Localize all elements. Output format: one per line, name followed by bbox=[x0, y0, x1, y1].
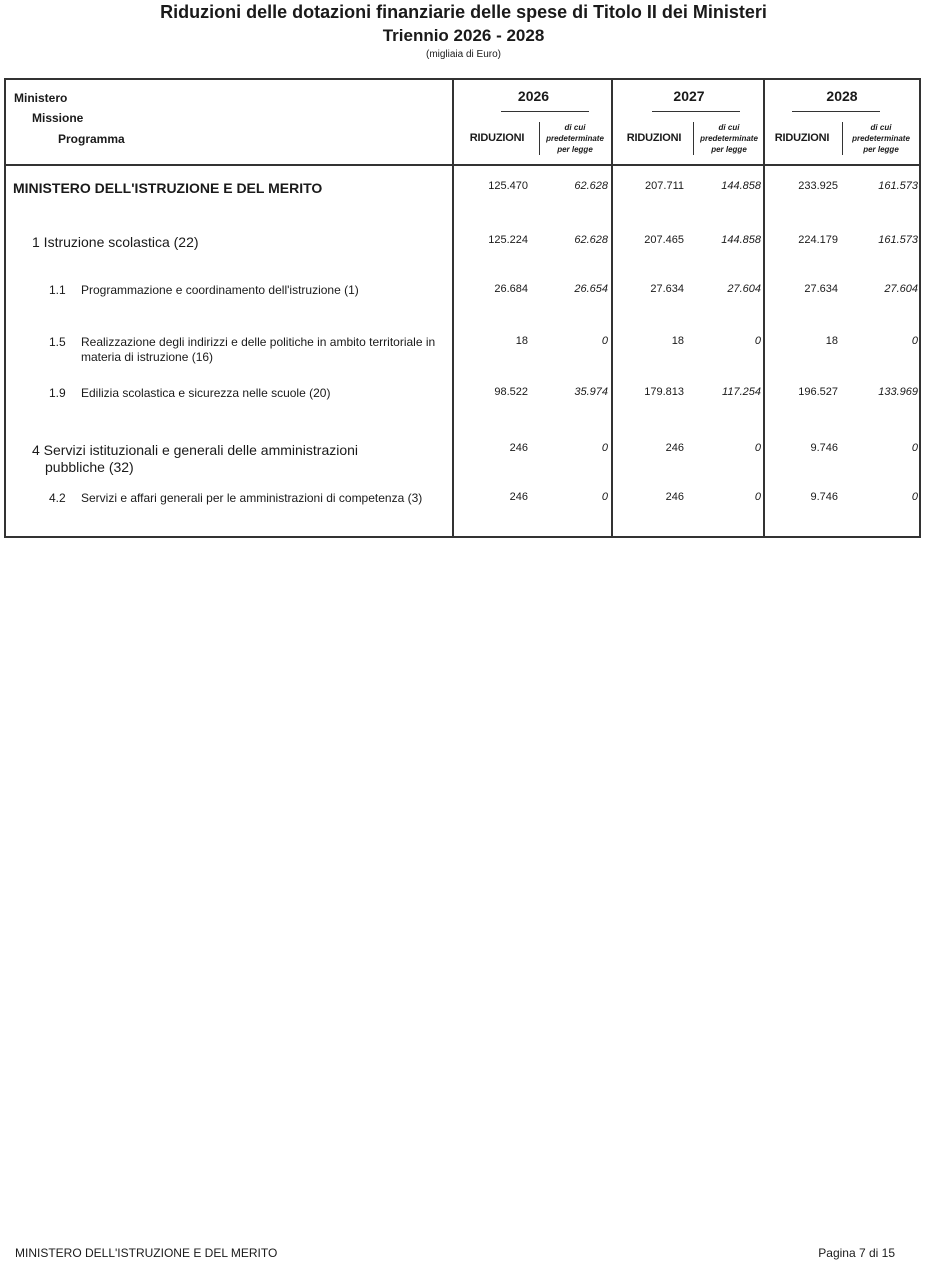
value-predeterminate-2028: 133.969 bbox=[878, 386, 918, 398]
header-missione: Missione bbox=[32, 111, 84, 125]
unit-note: (migliaia di Euro) bbox=[425, 49, 502, 60]
year-2027: 2027 bbox=[673, 88, 705, 104]
value-riduzioni-2026: 246 bbox=[509, 442, 528, 454]
header-riduzioni: RIDUZIONI bbox=[626, 132, 682, 144]
di-cui-line: per legge bbox=[863, 145, 899, 154]
value-predeterminate-2027: 0 bbox=[754, 335, 761, 347]
value-predeterminate-2027: 144.858 bbox=[721, 234, 761, 246]
col-divider bbox=[611, 80, 613, 536]
value-predeterminate-2027: 144.858 bbox=[721, 180, 761, 192]
value-predeterminate-2026: 62.628 bbox=[574, 234, 608, 246]
header-programma: Programma bbox=[58, 132, 125, 146]
missione-label: 4 Servizi istituzionali e generali delle amministrazioni pubbliche (32) bbox=[32, 442, 359, 475]
value-riduzioni-2027: 207.711 bbox=[645, 180, 684, 192]
page-subtitle: Triennio 2026 - 2028 bbox=[382, 26, 545, 45]
col-divider bbox=[452, 80, 454, 536]
programma-text: Servizi e affari generali per le amministrazioni di competenza (3) bbox=[81, 491, 423, 505]
value-riduzioni-2027: 179.813 bbox=[644, 386, 684, 398]
value-riduzioni-2027: 246 bbox=[665, 491, 684, 503]
programma-text: Realizzazione degli indirizzi e delle politiche in ambito territoriale in materia di istruzione (16) bbox=[81, 335, 436, 364]
value-predeterminate-2028: 0 bbox=[911, 335, 918, 347]
value-predeterminate-2028: 0 bbox=[911, 442, 918, 454]
programma-text: Programmazione e coordinamento dell'istruzione (1) bbox=[81, 283, 359, 297]
value-predeterminate-2026: 35.974 bbox=[574, 386, 608, 398]
value-predeterminate-2027: 27.604 bbox=[727, 283, 761, 295]
value-predeterminate-2028: 161.573 bbox=[878, 234, 918, 246]
di-cui-line: di cui bbox=[870, 123, 892, 132]
di-cui-line: di cui bbox=[564, 123, 586, 132]
value-riduzioni-2028: 18 bbox=[825, 335, 838, 347]
value-riduzioni-2028: 233.925 bbox=[798, 180, 838, 192]
di-cui-line: predeterminate bbox=[700, 134, 758, 143]
col-divider bbox=[763, 80, 765, 536]
di-cui-line: di cui bbox=[718, 123, 740, 132]
di-cui-line: per legge bbox=[557, 145, 593, 154]
value-predeterminate-2026: 0 bbox=[601, 491, 608, 503]
value-predeterminate-2028: 0 bbox=[911, 491, 918, 503]
programma-code: 1.9 bbox=[49, 386, 66, 400]
value-riduzioni-2028: 9.746 bbox=[810, 491, 838, 503]
value-riduzioni-2027: 27.634 bbox=[650, 283, 684, 295]
di-cui-line: predeterminate bbox=[546, 134, 604, 143]
missione-label: 1 Istruzione scolastica (22) bbox=[32, 234, 199, 250]
ministero-label: MINISTERO DELL'ISTRUZIONE E DEL MERITO bbox=[13, 180, 323, 196]
header-riduzioni: RIDUZIONI bbox=[469, 132, 525, 144]
value-riduzioni-2027: 246 bbox=[665, 442, 684, 454]
value-predeterminate-2027: 0 bbox=[754, 442, 761, 454]
value-riduzioni-2026: 18 bbox=[515, 335, 528, 347]
year-2026: 2026 bbox=[517, 88, 550, 104]
di-cui-line: per legge bbox=[711, 145, 747, 154]
year-rule bbox=[501, 111, 589, 112]
reductions-table bbox=[4, 78, 921, 538]
di-cui-line: predeterminate bbox=[852, 134, 910, 143]
header-di-cui bbox=[539, 122, 607, 155]
header-di-cui bbox=[693, 122, 761, 155]
header-ministero: Ministero bbox=[14, 91, 68, 105]
value-predeterminate-2027: 117.254 bbox=[722, 386, 761, 398]
page-title: Riduzioni delle dotazioni finanziarie delle spese di Titolo II dei Ministeri bbox=[160, 2, 767, 22]
value-predeterminate-2026: 26.654 bbox=[574, 283, 608, 295]
footer-page-number: Pagina 7 di 15 bbox=[818, 1246, 895, 1260]
value-predeterminate-2026: 0 bbox=[601, 442, 608, 454]
value-predeterminate-2026: 0 bbox=[601, 335, 608, 347]
value-riduzioni-2026: 125.470 bbox=[488, 180, 528, 192]
value-predeterminate-2026: 62.628 bbox=[574, 180, 608, 192]
programma-code: 1.5 bbox=[49, 335, 66, 349]
programma-code: 1.1 bbox=[49, 283, 66, 297]
year-rule bbox=[792, 111, 880, 112]
year-rule bbox=[652, 111, 740, 112]
header-riduzioni: RIDUZIONI bbox=[774, 132, 830, 144]
value-riduzioni-2028: 196.527 bbox=[798, 386, 838, 398]
value-riduzioni-2026: 125.224 bbox=[488, 234, 528, 246]
value-riduzioni-2028: 9.746 bbox=[810, 442, 838, 454]
value-riduzioni-2026: 26.684 bbox=[494, 283, 528, 295]
header-di-cui bbox=[842, 122, 916, 155]
year-2028: 2028 bbox=[826, 88, 858, 104]
programma-code: 4.2 bbox=[49, 491, 66, 505]
value-riduzioni-2026: 246 bbox=[509, 491, 528, 503]
value-predeterminate-2028: 27.604 bbox=[884, 283, 918, 295]
value-predeterminate-2027: 0 bbox=[754, 491, 761, 503]
value-riduzioni-2028: 224.179 bbox=[798, 234, 838, 246]
header-divider bbox=[6, 164, 919, 166]
value-riduzioni-2028: 27.634 bbox=[804, 283, 838, 295]
value-predeterminate-2028: 161.573 bbox=[878, 180, 918, 192]
value-riduzioni-2027: 18 bbox=[671, 335, 684, 347]
value-riduzioni-2027: 207.465 bbox=[644, 234, 684, 246]
programma-text: Edilizia scolastica e sicurezza nelle scuole (20) bbox=[81, 386, 331, 400]
value-riduzioni-2026: 98.522 bbox=[494, 386, 528, 398]
footer-ministry: MINISTERO DELL'ISTRUZIONE E DEL MERITO bbox=[15, 1246, 278, 1260]
